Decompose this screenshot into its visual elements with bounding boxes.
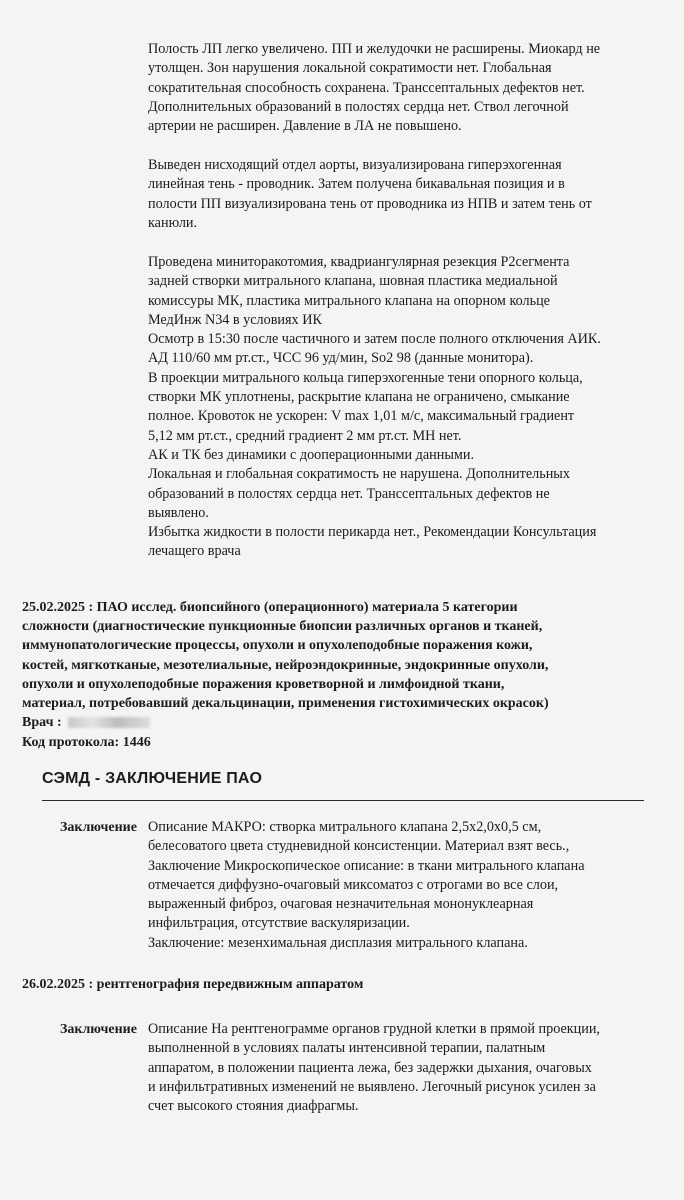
text-line: 5,12 мм рт.ст., средний градиент 2 мм рт.ст. МН нет. [148, 427, 462, 444]
echo-paragraph-1 [148, 40, 668, 136]
text-line: артерии не расширен. Давление в ЛА не повышено. [148, 118, 462, 135]
pao-conclusion [148, 818, 668, 953]
text-line: и инфильтративных изменений не выявлено. Легочный рисунок усилен за [148, 1078, 596, 1095]
redacted-signature [68, 717, 150, 728]
text-line: Локальная и глобальная сократимость не нарушена. Дополнительных [148, 466, 570, 483]
text-line: Заключение Микроскопическое описание: в ткани митрального клапана [148, 857, 585, 874]
text-line: 25.02.2025 : ПАО исслед. биопсийного (операционного) материала 5 категории [22, 600, 518, 615]
text-line: Проведена миниторакотомия, квадриангулярная резекция Р2сегмента [148, 254, 570, 270]
text-line: выраженный фиброз, очаговая незначительная мононуклеарная [148, 896, 534, 913]
text-line: полное. Кровоток не ускорен: V max 1,01 м/с, максимальный градиент [148, 408, 575, 425]
text-line: створки МК уплотнены, раскрытие клапана не ограничено, смыкание [148, 389, 570, 406]
text-line: Полость ЛП легко увеличено. ПП и желудочки не расширены. Миокард не [148, 41, 601, 57]
section-title: СЭМД - ЗАКЛЮЧЕНИЕ ПАО [42, 770, 263, 787]
text-line: опухоли и опухолеподобные поражения кроветворной и лимфоидной ткани, [22, 676, 505, 692]
text-line: АК и ТК без динамики с дооперационными данными. [148, 446, 475, 463]
xray-conclusion [148, 1020, 668, 1116]
text-line: сложности (диагностические пункционные биопсии различных органов и тканей, [22, 619, 543, 635]
text-line: инфильтрация, отсутствие васкуляризации. [148, 915, 410, 932]
text-line: В проекции митрального кольца гиперэхогенные тени опорного кольца, [148, 369, 583, 386]
text-line: сократительная способность сохранена. Транссептальных дефектов нет. [148, 79, 585, 96]
text-line: Осмотр в 15:30 после частичного и затем после полного отключения АИК. [148, 331, 601, 348]
text-line: МедИнж N34 в условиях ИК [148, 311, 322, 328]
doctor-label: Врач : [22, 715, 62, 730]
text-line: задней створки митрального клапана, шовная пластика медиальной [148, 273, 558, 290]
text-line: комиссуры МК, пластика митрального клапана на опорном кольце [148, 292, 550, 309]
echo-paragraph-3 [148, 253, 668, 562]
text-line: Описание На рентгенограмме органов грудной клетки в прямой проекции, [148, 1021, 600, 1037]
xray-entry: 26.02.2025 : рентгенография передвижным аппаратом [22, 977, 364, 992]
doctor-line [22, 715, 150, 731]
text-line: выполненной в условиях палаты интенсивной терапии, палатным [148, 1040, 546, 1057]
protocol-code: Код протокола: 1446 [22, 735, 151, 750]
text-line: иммунопатологические процессы, опухоли и опухолеподобные поражения кожи, [22, 638, 533, 654]
section-divider [42, 800, 644, 801]
pao-study-entry [22, 598, 674, 713]
text-line: костей, мягкотканые, мезотелиальные, нейроэндокринные, эндокринные опухоли, [22, 657, 549, 673]
text-line: Заключение: мезенхимальная дисплазия митрального клапана. [148, 934, 528, 951]
text-line: канюли. [148, 214, 198, 231]
text-line: линейная тень - проводник. Затем получена бикавальная позиция и в [148, 176, 565, 193]
text-line: счет высокого стояния диафрагмы. [148, 1098, 359, 1115]
text-line: аппаратом, в положении пациента лежа, без задержки дыхания, очаговых [148, 1059, 592, 1076]
text-line: белесоватого цвета студневидной консистенции. Материал взят весь., [148, 838, 570, 855]
text-line: утолщен. Зон нарушения локальной сократимости нет. Глобальная [148, 60, 552, 77]
xray-conclusion-label: Заключение [60, 1022, 137, 1037]
text-line: лечащего врача [148, 543, 241, 560]
text-line: Описание МАКРО: створка митрального клапана 2,5х2,0х0,5 см, [148, 819, 542, 835]
text-line: отмечается диффузно-очаговый миксоматоз с отрогами во все слои, [148, 876, 559, 893]
text-line: Выведен нисходящий отдел аорты, визуализирована гиперэхогенная [148, 157, 562, 173]
text-line: полости ПП визуализирована тень от проводника из НПВ и затем тень от [148, 195, 592, 212]
text-line: материал, потребовавший декальцинации, применения гистохимических окрасок) [22, 696, 549, 712]
text-line: Избытка жидкости в полости перикарда нет., Рекомендации Консультация [148, 524, 597, 541]
text-line: АД 110/60 мм рт.ст., ЧСС 96 уд/мин, So2 98 (данные монитора). [148, 350, 534, 367]
echo-paragraph-2 [148, 156, 668, 233]
text-line: выявлено. [148, 504, 209, 521]
text-line: образований в полостях сердца нет. Транссептальных дефектов не [148, 485, 550, 502]
text-line: Дополнительных образований в полостях сердца нет. Ствол легочной [148, 98, 569, 115]
conclusion-label: Заключение [60, 820, 137, 835]
